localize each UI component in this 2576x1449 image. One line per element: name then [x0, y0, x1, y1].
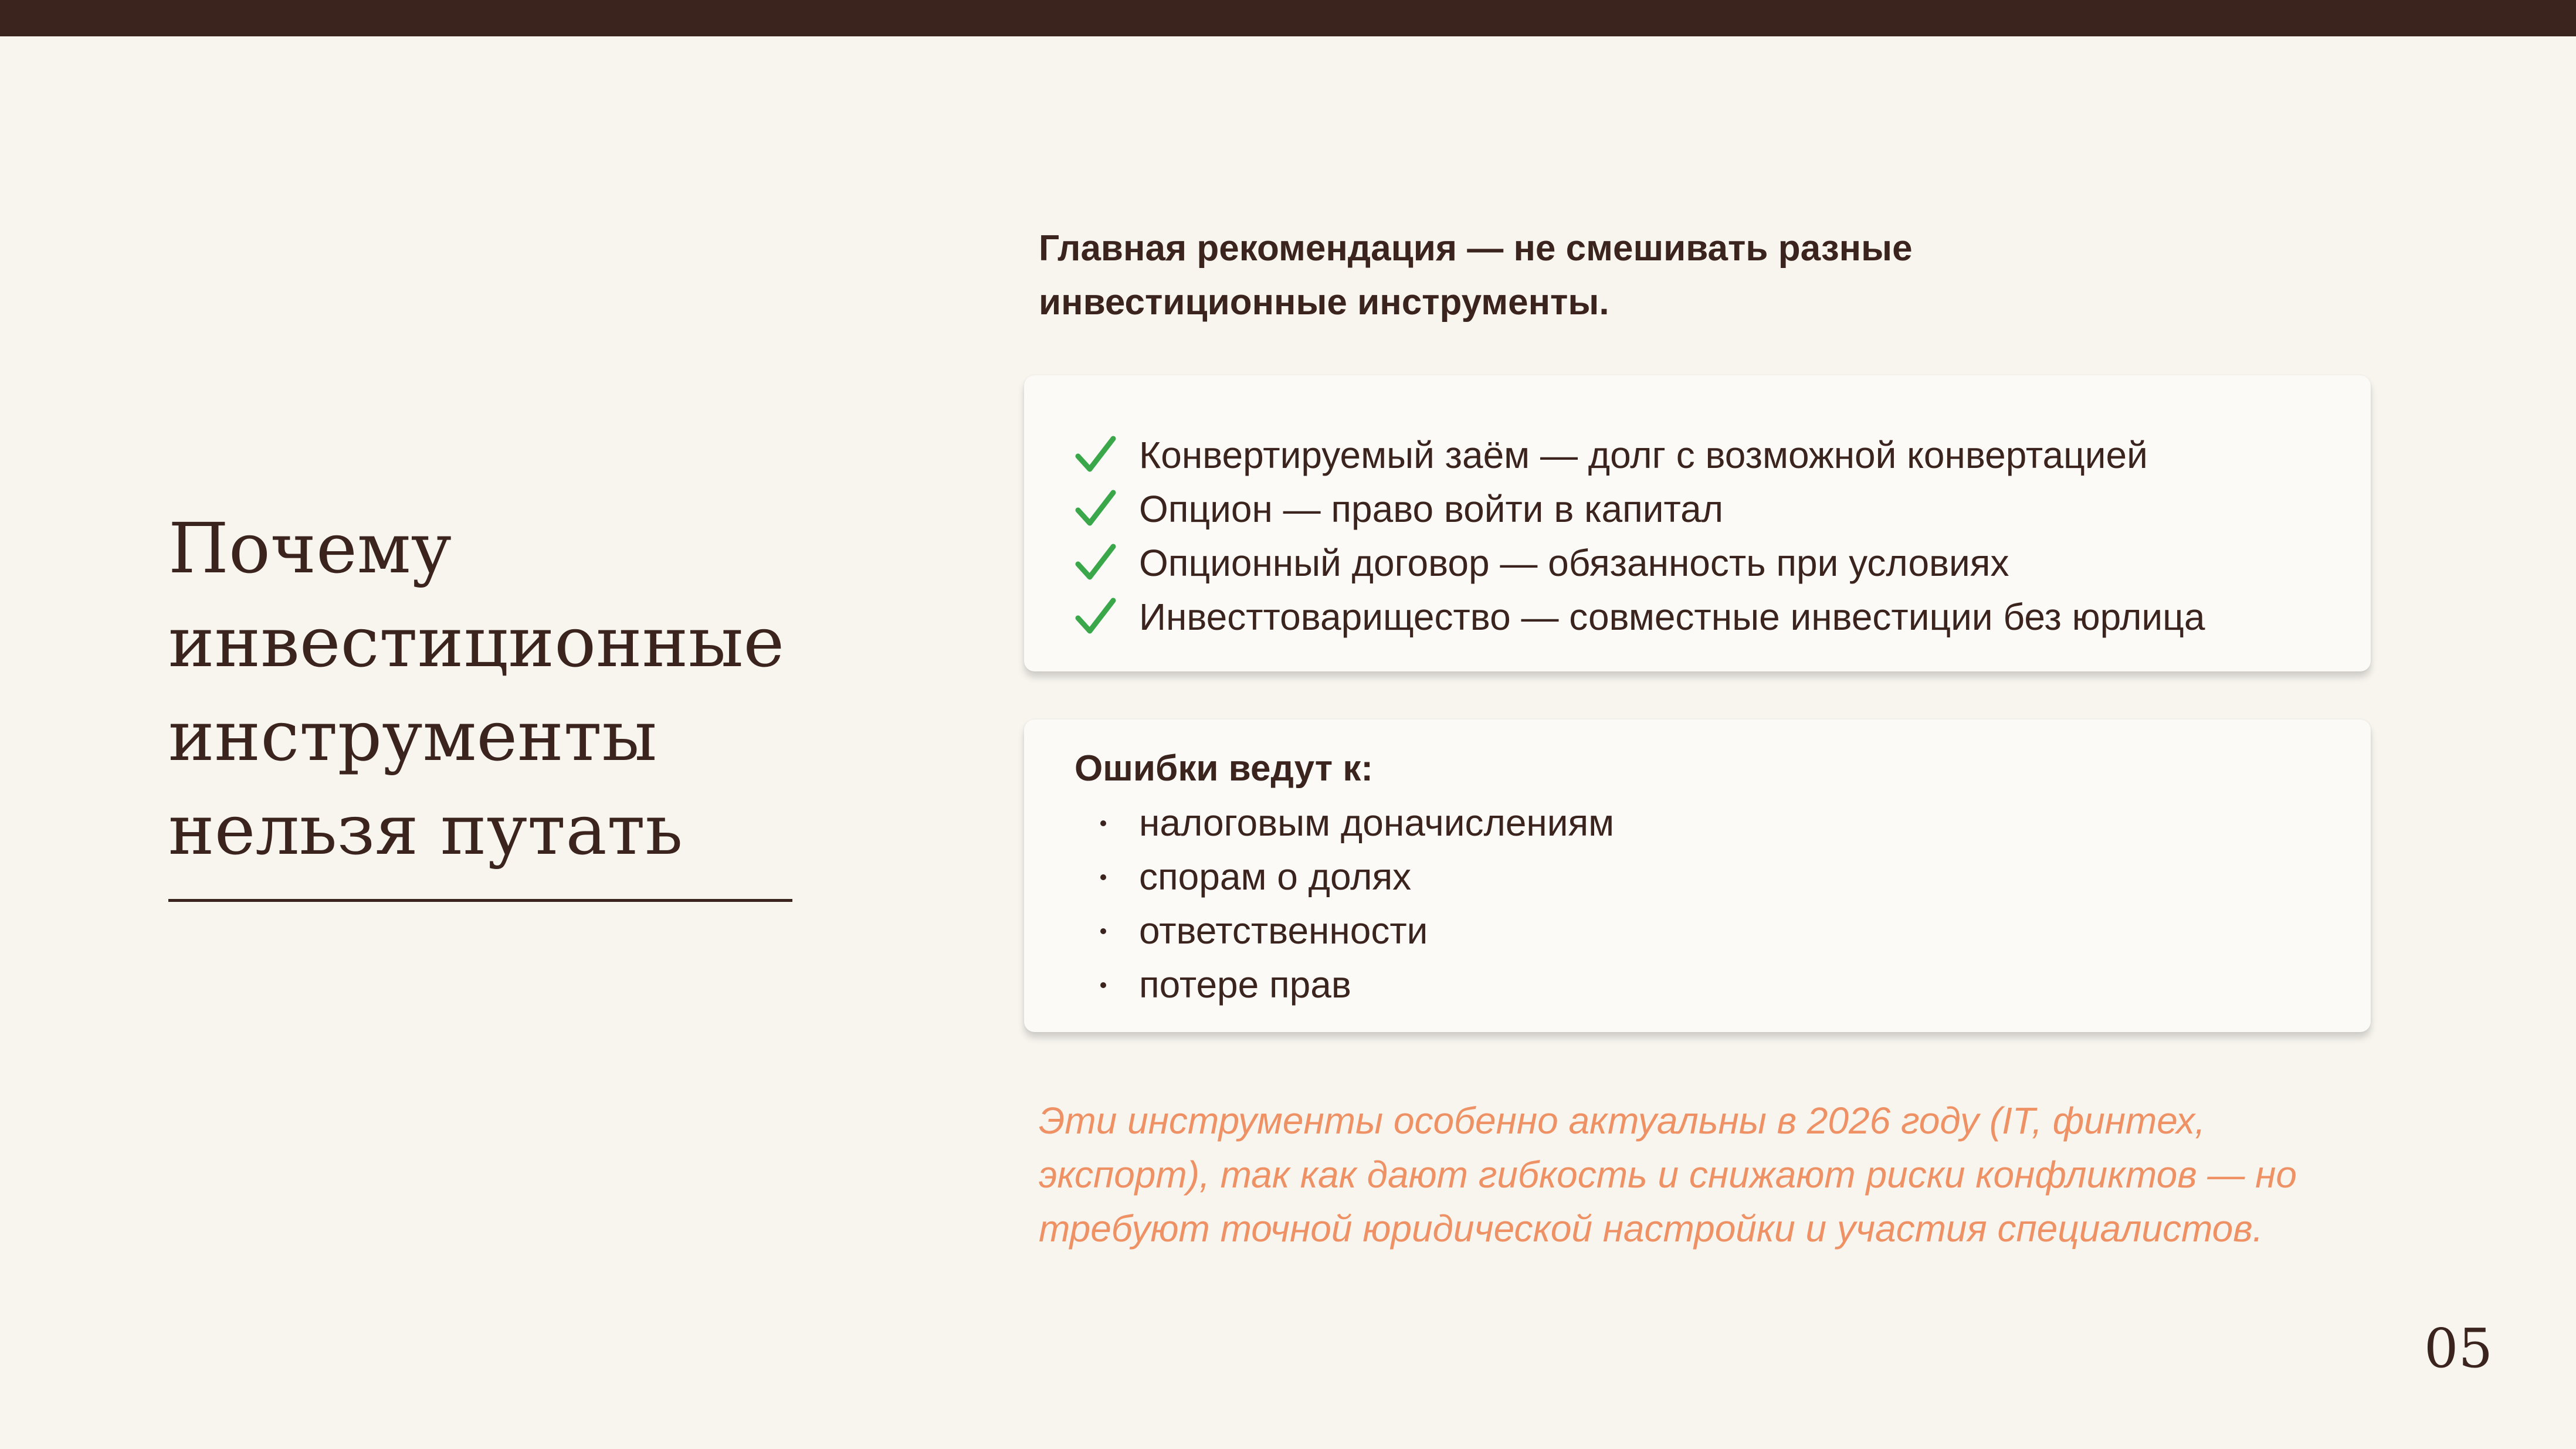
instrument-item: [1024, 590, 2371, 644]
instrument-item: [1024, 536, 2371, 590]
bullet-icon: [1100, 820, 1106, 826]
checkmark-icon: [1075, 597, 1117, 636]
error-item: [1024, 958, 2371, 1012]
relevance-note-line: Эти инструменты особенно актуальны в 2026 году (IT, финтех,: [1039, 1100, 2205, 1142]
instrument-item: [1024, 482, 2371, 536]
instrument-item: [1024, 428, 2371, 482]
top-accent-bar: [0, 0, 2576, 36]
error-item: [1024, 850, 2371, 904]
errors-list: [1024, 796, 2371, 1012]
bullet-icon: [1100, 874, 1106, 880]
error-item-text: спорам о долях: [1139, 856, 1412, 898]
instrument-item-text: Опционный договор — обязанность при условиях: [1139, 542, 2009, 584]
error-item-text: потере прав: [1139, 963, 1351, 1006]
instrument-item-text: Инвесттоварищество — совместные инвестиции без юрлица: [1139, 596, 2205, 638]
main-recommendation-line: инвестиционные инструменты.: [1039, 282, 1609, 323]
relevance-note-line: требуют точной юридической настройки и участия специалистов.: [1039, 1207, 2263, 1250]
bullet-icon: [1100, 928, 1106, 934]
error-item: [1024, 796, 2371, 850]
instruments-card: [1024, 375, 2371, 671]
error-item-text: налоговым доначислениям: [1139, 802, 1615, 844]
slide-title-line: Почему: [168, 508, 452, 589]
checkmark-icon: [1075, 435, 1117, 474]
errors-heading: Ошибки ведут к:: [1075, 748, 1374, 789]
checkmark-icon: [1075, 489, 1117, 528]
errors-card: [1024, 720, 2371, 1032]
page-number: 05: [2424, 1317, 2493, 1380]
relevance-note-line: экспорт), так как дают гибкость и снижают риски конфликтов — но: [1039, 1153, 2297, 1196]
title-underline: [168, 899, 792, 902]
instrument-item-text: Конвертируемый заём — долг с возможной конвертацией: [1139, 434, 2148, 476]
relevance-note: [1039, 1094, 2364, 1255]
main-recommendation-line: Главная рекомендация — не смешивать разные: [1039, 228, 1913, 269]
slide-title-line: нельзя путать: [168, 789, 683, 870]
slide-title-line: инвестиционные: [168, 602, 785, 683]
instruments-list: [1024, 428, 2371, 644]
slide-title: [168, 501, 872, 877]
slide-title-line: инструменты: [168, 695, 657, 776]
instrument-item-text: Опцион — право войти в капитал: [1139, 488, 1724, 530]
error-item-text: ответственности: [1139, 910, 1428, 952]
error-item: [1024, 904, 2371, 958]
checkmark-icon: [1075, 543, 1117, 582]
main-recommendation: [1039, 222, 2329, 330]
bullet-icon: [1100, 982, 1106, 988]
